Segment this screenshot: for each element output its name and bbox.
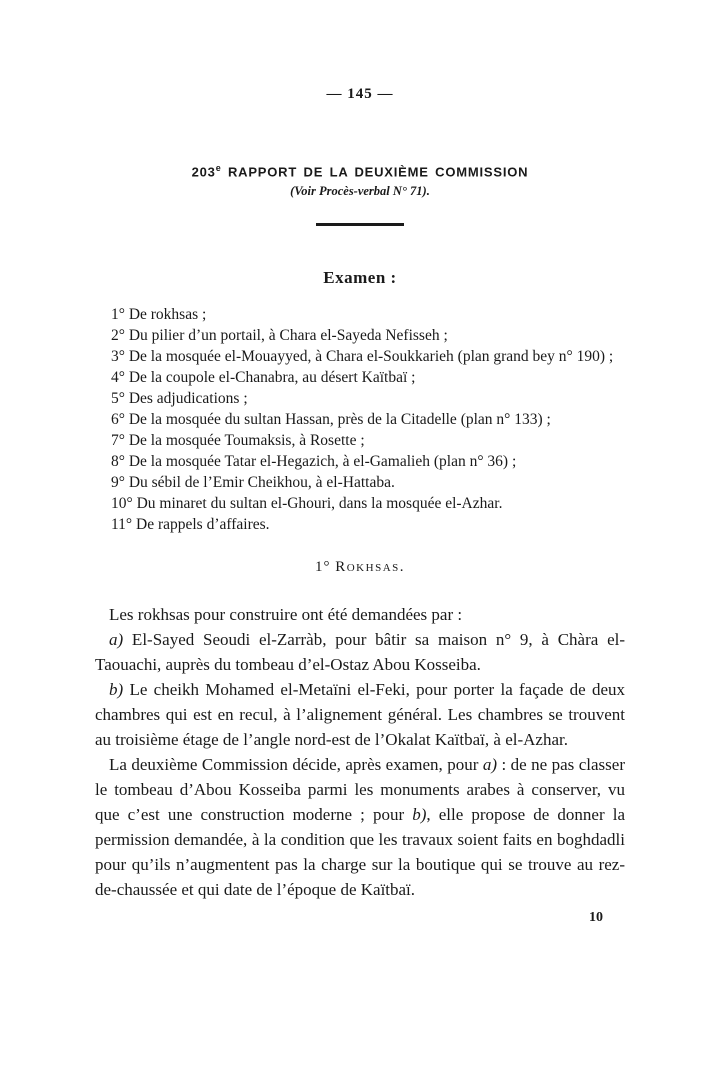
- divider-rule: [316, 223, 404, 226]
- body-paragraph: Les rokhsas pour construire ont été demandées par :: [109, 605, 463, 625]
- body-paragraphs: [95, 602, 625, 902]
- examen-list-item: 7° De la mosquée Toumaksis, à Rosette ;: [111, 432, 365, 450]
- examen-list: [95, 304, 625, 535]
- report-subtitle: (Voir Procès-verbal N° 71).: [290, 184, 430, 199]
- examen-list-item: 10° Du minaret du sultan el-Ghouri, dans la mosquée el-Azhar.: [111, 495, 503, 513]
- examen-heading: Examen :: [323, 268, 397, 288]
- examen-list-item: 3° De la mosquée el-Mouayyed, à Chara el-Soukkarieh (plan grand bey n° 190) ;: [111, 348, 614, 366]
- report-title: RAPPORT DE LA DEUXIÈME COMMISSION: [227, 164, 529, 180]
- examen-list-item: 2° Du pilier d’un portail, à Chara el-Sayeda Nefisseh ;: [111, 327, 448, 345]
- report-number-suffix: e: [215, 163, 222, 173]
- page-number-bottom: 10: [589, 910, 603, 926]
- examen-list-item: 6° De la mosquée du sultan Hassan, près de la Citadelle (plan n° 133) ;: [111, 411, 551, 429]
- examen-list-item: 1° De rokhsas ;: [111, 306, 207, 324]
- examen-list-item: 4° De la coupole el-Chanabra, au désert Kaïtbaï ;: [111, 369, 416, 387]
- examen-list-item: 8° De la mosquée Tatar el-Hegazich, à el-Gamalieh (plan n° 36) ;: [111, 453, 517, 471]
- report-number: 203: [191, 164, 216, 180]
- body-paragraph: b) Le cheikh Mohamed el-Metaïni el-Feki, pour porter la façade de deux chambres qui est en recul, à l’alignement général. Les chambres se trouvent au troisième étage de l’angle nord-est de l’Okalat Kaïtbaï, à el-Azhar.: [95, 680, 625, 750]
- report-heading: [0, 163, 720, 179]
- body-paragraph: a) El-Sayed Seoudi el-Zarràb, pour bâtir sa maison n° 9, à Chàra el-Taouachi, auprès du tombeau d’el-Ostaz Abou Kosseiba.: [95, 630, 625, 675]
- page-number-bottom-wrap: [95, 910, 625, 926]
- examen-list-item: 9° Du sébil de l’Emir Cheikhou, à el-Hattaba.: [111, 474, 395, 492]
- examen-list-item: 5° Des adjudications ;: [111, 390, 248, 408]
- section-heading: [0, 559, 720, 576]
- page-number-top: — 145 —: [326, 86, 394, 102]
- section-title: Rokhsas.: [335, 559, 405, 576]
- section-label: 1°: [314, 559, 331, 576]
- body-paragraph: La deuxième Commission décide, après examen, pour a) : de ne pas classer le tombeau d’Abou Kosseiba parmi les monuments arabes à conserver, vu que c’est une construction moderne ; pour b), elle propose de donner la permission demandée, à la condition que les travaux soient faits en boghdadli pour qu’ils n’augmentent pas la charge sur la boutique qui se trouve au rez-de-chaussée et qui date de l’époque de Kaïtbaï.: [95, 755, 625, 900]
- examen-list-item: 11° De rappels d’affaires.: [111, 516, 270, 534]
